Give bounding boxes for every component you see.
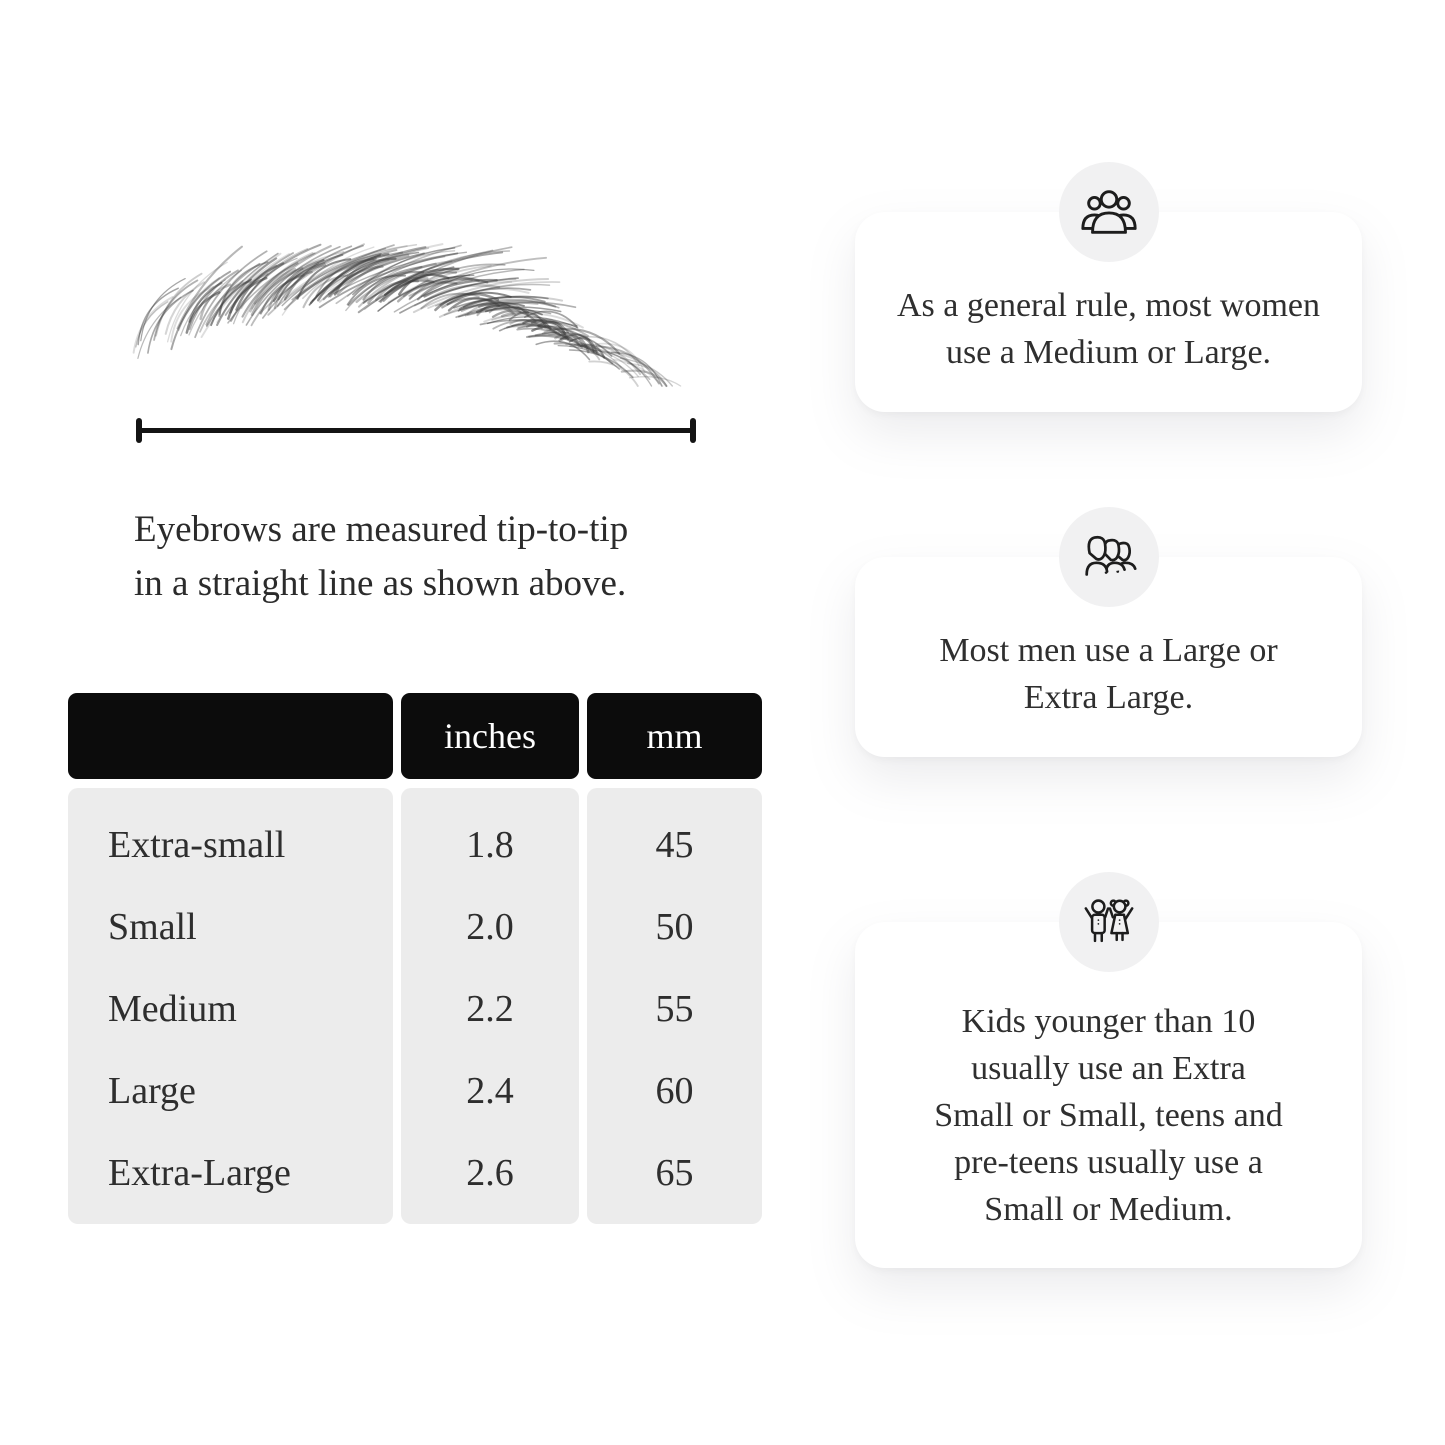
icon-badge [1059, 872, 1159, 972]
measurement-caption [134, 503, 774, 611]
size-name: Extra-Large [108, 1152, 291, 1194]
size-table-body [68, 788, 762, 1224]
mm-value: 65 [655, 1152, 694, 1194]
inches-value: 2.2 [466, 988, 514, 1030]
info-card-men [855, 557, 1362, 757]
card-text-line: Kids younger than 10 [961, 1003, 1256, 1040]
size-table-header [68, 693, 762, 779]
info-card-women [855, 212, 1362, 412]
card-text-line: Small or Small, teens and [934, 1097, 1283, 1134]
mm-value: 50 [655, 906, 694, 948]
card-text-line: Small or Medium. [984, 1191, 1233, 1228]
table-header-mm: mm [587, 693, 762, 779]
size-name: Large [108, 1070, 196, 1112]
card-text-line: As a general rule, most women [897, 287, 1320, 324]
card-text-line: usually use an Extra [971, 1050, 1246, 1087]
inches-value: 1.8 [466, 824, 514, 866]
mm-column [587, 788, 762, 1224]
mm-value: 60 [655, 1070, 694, 1112]
size-name: Medium [108, 988, 237, 1030]
measurement-line [138, 428, 694, 433]
card-text-line: Most men use a Large or [939, 632, 1278, 669]
kids-icon [1078, 894, 1140, 950]
size-table [68, 693, 762, 1224]
icon-badge [1059, 507, 1159, 607]
men-group-icon [1077, 531, 1141, 583]
card-text-line: Extra Large. [1023, 679, 1194, 716]
women-group-icon [1078, 186, 1140, 238]
inches-column [401, 788, 579, 1224]
table-header-blank [68, 693, 393, 779]
size-name: Extra-small [108, 824, 286, 866]
eyebrow-illustration [122, 240, 692, 392]
card-text-line: pre-teens usually use a [954, 1144, 1263, 1181]
icon-badge [1059, 162, 1159, 262]
card-text-line: use a Medium or Large. [945, 334, 1272, 371]
caption-line-1: Eyebrows are measured tip-to-tip [134, 509, 629, 550]
mm-value: 55 [655, 988, 694, 1030]
inches-value: 2.6 [466, 1152, 514, 1194]
caption-line-2: in a straight line as shown above. [134, 563, 627, 604]
size-name-column [68, 788, 393, 1224]
table-header-inches: inches [401, 693, 579, 779]
size-name: Small [108, 906, 197, 948]
info-card-kids [855, 922, 1362, 1268]
mm-value: 45 [655, 824, 694, 866]
inches-value: 2.0 [466, 906, 514, 948]
inches-value: 2.4 [466, 1070, 514, 1112]
